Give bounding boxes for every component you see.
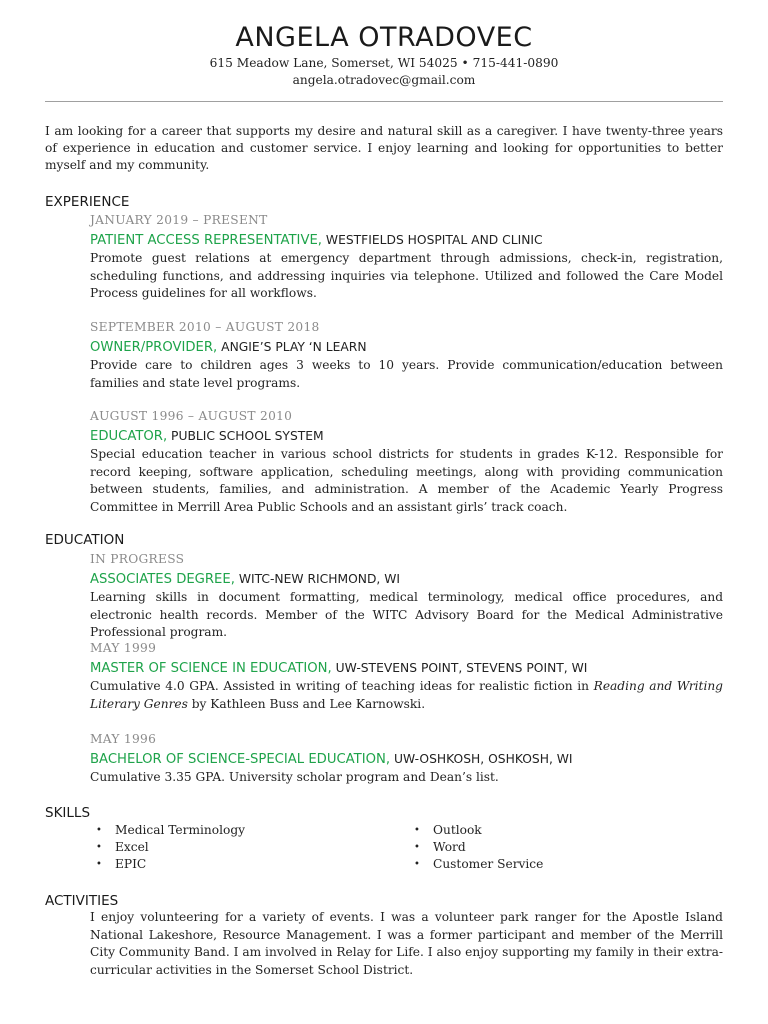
entry-heading: [90, 231, 723, 250]
entry-description: Promote guest relations at emergency department through admissions, check-in, registration, scheduling functions, and addressing inquiries via telephone. Utilized and followed the Care Model Process guidelines for all workflows.: [90, 251, 723, 300]
entry-institution: UW-OSHKOSH, OSHKOSH, WI: [390, 752, 573, 766]
bullet: •: [414, 842, 420, 853]
bullet: •: [414, 859, 420, 870]
skill-item: • Medical Terminology: [96, 823, 246, 837]
experience-entry: [90, 407, 723, 516]
entry-date: MAY 1996: [90, 732, 157, 746]
entry-date: IN PROGRESS: [90, 552, 185, 566]
entry-heading: [90, 427, 723, 446]
entry-organization: ANGIE’S PLAY ‘N LEARN: [217, 340, 367, 354]
skill-item: • Word: [414, 840, 466, 854]
education-entry: [90, 639, 723, 713]
skill-item: • Customer Service: [414, 857, 544, 871]
skill-item: • EPIC: [96, 857, 147, 871]
activities-paragraph: I enjoy volunteering for a variety of events. I was a volunteer park ranger for the Apostle Island National Lakeshore, Resource Management. I was a former participant and member of the Merrill City Community Band. I am involved in Relay for Life. I also enjoy supporting my family in their extra-curricular activities in the Somerset School District.: [90, 910, 723, 977]
entry-role: PATIENT ACCESS REPRESENTATIVE,: [90, 233, 322, 248]
entry-description: Provide care to children ages 3 weeks to 10 years. Provide communication/education between families and state level programs.: [90, 358, 723, 390]
skill-item: • Excel: [96, 840, 149, 854]
entry-role: EDUCATOR,: [90, 429, 168, 444]
contact-address-phone: 615 Meadow Lane, Somerset, WI 54025 • 715-441-0890: [209, 56, 559, 70]
entry-date: JANUARY 2019 – PRESENT: [90, 213, 268, 227]
entry-degree: MASTER OF SCIENCE IN EDUCATION,: [90, 661, 332, 676]
entry-heading: [90, 750, 723, 769]
entry-organization: PUBLIC SCHOOL SYSTEM: [167, 429, 324, 443]
entry-degree: BACHELOR OF SCIENCE-SPECIAL EDUCATION,: [90, 752, 391, 767]
entry-organization: WESTFIELDS HOSPITAL AND CLINIC: [322, 233, 543, 247]
entry-institution: WITC-NEW RICHMOND, WI: [234, 572, 401, 586]
applicant-name: ANGELA OTRADOVEC: [235, 22, 533, 53]
experience-entry: [90, 211, 723, 303]
bullet: •: [414, 825, 420, 836]
entry-heading: [90, 338, 723, 357]
activities-heading: ACTIVITIES: [45, 893, 119, 909]
entry-description: Cumulative 3.35 GPA. University scholar program and Dean’s list.: [90, 770, 499, 784]
skill-item: • Outlook: [414, 823, 482, 837]
education-heading: EDUCATION: [45, 532, 125, 548]
skills-heading: SKILLS: [45, 805, 91, 821]
entry-degree: ASSOCIATES DEGREE,: [90, 572, 235, 587]
education-entry: [90, 550, 723, 642]
bullet: •: [96, 825, 102, 836]
header-divider: [45, 101, 723, 102]
bullet: •: [96, 842, 102, 853]
experience-heading: EXPERIENCE: [45, 194, 130, 210]
entry-description: Cumulative 4.0 GPA. Assisted in writing of teaching ideas for realistic fiction in Reading and Writing Literary Genres by Kathleen Buss and Lee Karnowski.: [90, 679, 723, 711]
entry-date: AUGUST 1996 – AUGUST 2010: [90, 409, 293, 423]
experience-entry: [90, 318, 723, 392]
book-title: Reading and Writing Literary Genres: [90, 679, 723, 711]
entry-heading: [90, 570, 723, 589]
skills-column-2: [408, 822, 543, 873]
entry-description: Special education teacher in various school districts for students in grades K-12. Responsible for record keeping, software application, scheduling meetings, along with providing communication between students, families, and administration. A member of the Academic Yearly Progress Committee in Merrill Area Public Schools and an assistant girls’ track coach.: [90, 447, 723, 514]
entry-role: OWNER/PROVIDER,: [90, 340, 218, 355]
entry-date: SEPTEMBER 2010 – AUGUST 2018: [90, 320, 320, 334]
bullet: •: [96, 859, 102, 870]
entry-institution: UW-STEVENS POINT, STEVENS POINT, WI: [331, 661, 588, 675]
entry-description: Learning skills in document formatting, medical terminology, medical office procedures, and electronic health records. Member of the WITC Advisory Board for the Medical Administrative Professional program.: [90, 590, 723, 639]
skills-column-1: [90, 822, 245, 873]
summary-paragraph: I am looking for a career that supports my desire and natural skill as a caregiver. I have twenty-three years of experience in education and customer service. I enjoy learning and looking for opportunities to better myself and my community.: [45, 124, 723, 172]
contact-email: angela.otradovec@gmail.com: [292, 73, 476, 87]
entry-date: MAY 1999: [90, 641, 157, 655]
entry-heading: [90, 659, 723, 678]
education-entry: [90, 730, 723, 787]
